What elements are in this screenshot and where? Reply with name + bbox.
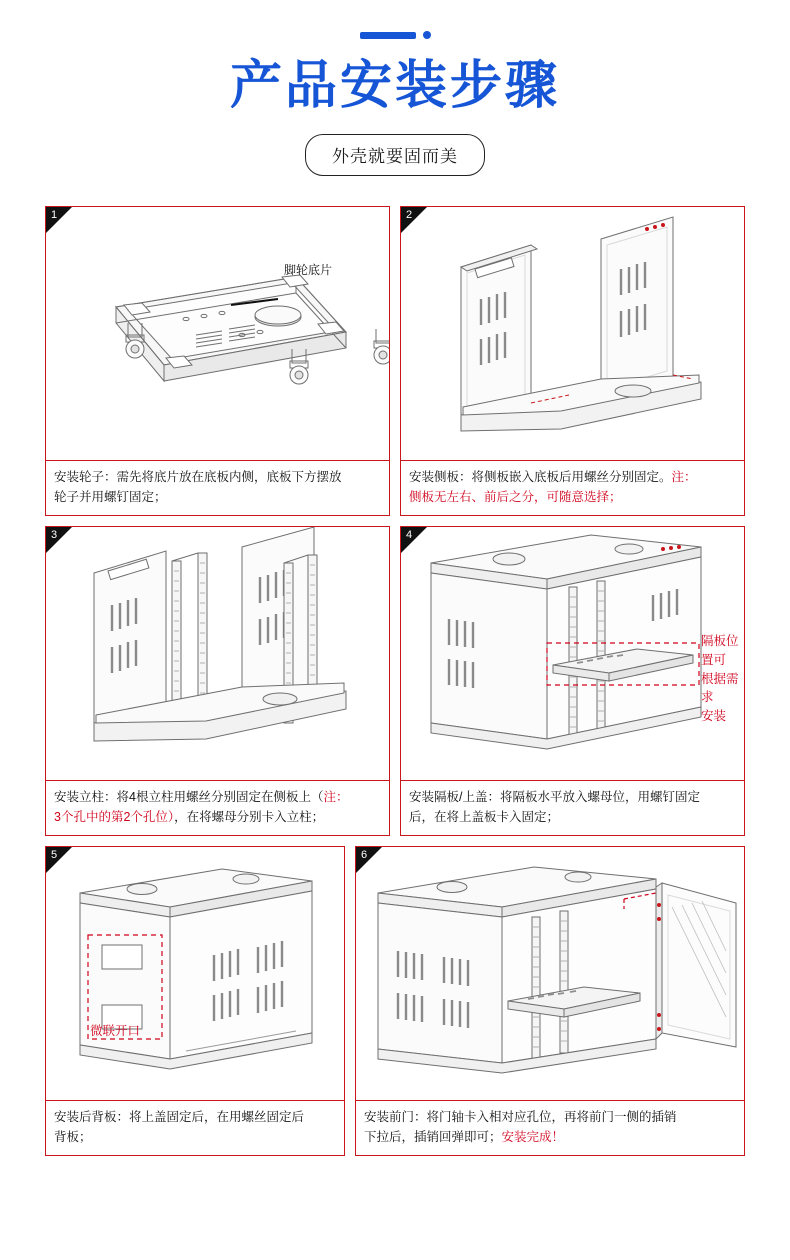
caption-text-line2: 轮子并用螺钉固定； — [54, 489, 167, 504]
step-card-6 — [355, 846, 745, 1156]
page-subtitle: 外壳就要固而美 — [305, 134, 485, 176]
caption-text-line2: 背板； — [54, 1129, 92, 1144]
shelf-topcover-drawing — [401, 527, 744, 775]
dash-shape — [360, 32, 416, 39]
caption-text-line1: 安装立柱：将4根立柱用螺丝分别固定在侧板上（ — [54, 790, 324, 805]
caption-red-1: 安装完成！ — [501, 1129, 565, 1144]
caption-text-line1: 安装侧板：将侧板嵌入底板后用螺丝分别固定。 — [409, 470, 672, 485]
step-card-3 — [45, 526, 390, 836]
page-title: 产品安装步骤 — [229, 56, 560, 116]
front-door-drawing — [356, 847, 744, 1095]
base-plate-drawing — [46, 207, 389, 460]
annotation-line-1: 隔板位置可 — [701, 634, 739, 667]
caption-text-line1: 安装前门：将门轴卡入相对应孔位，再将前门一侧的插销 — [364, 1110, 677, 1125]
side-panels-drawing — [401, 207, 744, 460]
step-number: 6 — [361, 849, 368, 861]
decorative-dash-dot — [0, 26, 790, 44]
step-caption-3 — [46, 780, 389, 835]
caption-text-line2: 下拉后，插销回弹即可； — [364, 1129, 502, 1144]
step-number: 5 — [51, 849, 58, 861]
step-number: 1 — [51, 209, 58, 221]
step-caption-1 — [46, 460, 389, 515]
caption-text-line2: ，在将螺母分别卡入立柱； — [174, 809, 325, 824]
steps-row-2 — [45, 526, 745, 836]
caption-text-line1: 安装隔板/上盖：将隔板水平放入螺母位，用螺钉固定 — [409, 790, 700, 805]
step-illustration-1 — [46, 207, 389, 460]
step-illustration-4 — [401, 527, 744, 780]
step-caption-2 — [401, 460, 744, 515]
caption-red-2: 3个孔中的第2个孔位） — [54, 809, 175, 824]
step-number: 4 — [406, 529, 413, 541]
step-card-2 — [400, 206, 745, 516]
caption-red-2: 侧板无左右、前后之分，可随意选择； — [409, 489, 622, 504]
steps-row-3 — [45, 846, 745, 1156]
step-illustration-6 — [356, 847, 744, 1100]
annotation-line-2: 根据需求 — [701, 671, 739, 705]
step-illustration-2 — [401, 207, 744, 460]
annotation-caster-plate: 脚轮底片 — [284, 263, 333, 277]
step-number: 2 — [406, 209, 413, 221]
caption-text-line1: 安装后背板：将上盖固定后，在用螺丝固定后 — [54, 1110, 305, 1125]
step-illustration-3 — [46, 527, 389, 780]
back-panel-drawing — [46, 847, 344, 1095]
step-card-4 — [400, 526, 745, 836]
caption-text-line2: 后，在将上盖板卡入固定； — [409, 809, 560, 824]
uprights-drawing — [46, 527, 389, 775]
annotation-opening: 微联开口 — [90, 1024, 141, 1038]
step-caption-5 — [46, 1100, 344, 1155]
subtitle-wrap — [0, 134, 790, 176]
steps-grid — [45, 206, 745, 1156]
step-card-5 — [45, 846, 345, 1156]
step-caption-6 — [356, 1100, 744, 1155]
annotation-shelf-position — [701, 632, 744, 726]
caption-red-1: 注： — [323, 790, 349, 805]
step-caption-4 — [401, 780, 744, 835]
steps-row-1 — [45, 206, 745, 516]
page-header — [0, 0, 790, 176]
annotation-line-3: 安装 — [701, 709, 727, 723]
caption-red-1: 注： — [671, 470, 697, 485]
step-card-1 — [45, 206, 390, 516]
caption-text-line1: 安装轮子：需先将底片放在底板内侧，底板下方摆放 — [54, 470, 342, 485]
step-illustration-5 — [46, 847, 344, 1100]
dot-shape — [423, 31, 431, 39]
step-number: 3 — [51, 529, 58, 541]
